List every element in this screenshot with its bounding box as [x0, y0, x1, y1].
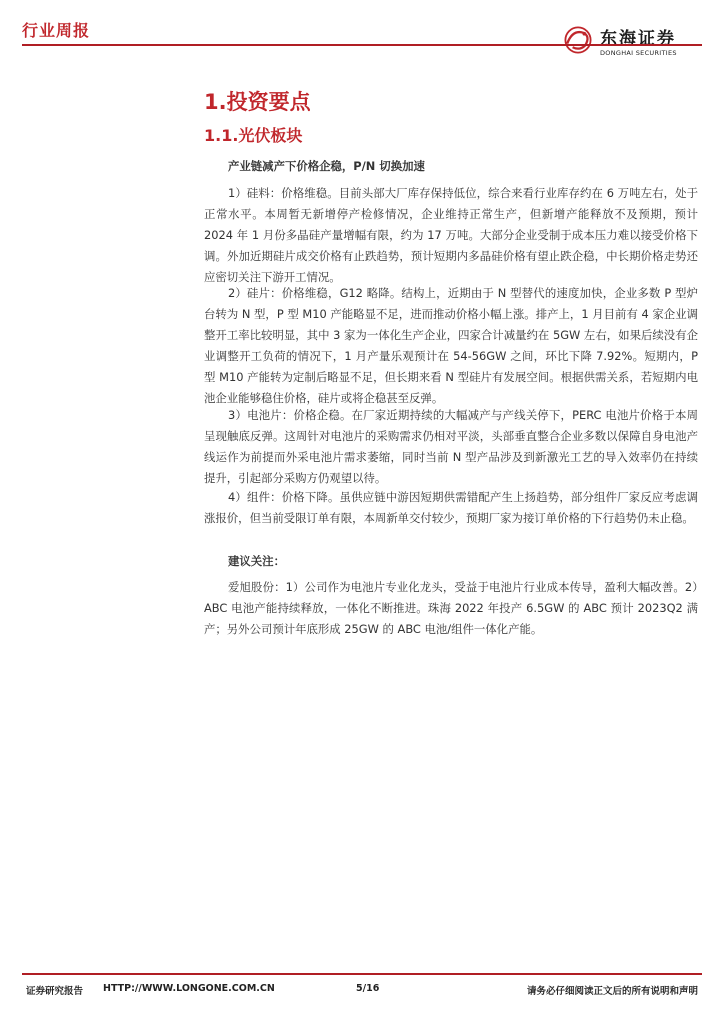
paragraph-wafer: 2）硅片：价格维稳，G12 略降。结构上，近期由于 N 型替代的速度加快，企业多数 P 型炉台转为 N 型，P 型 M10 产能略显不足，进而推动价格小幅上涨。排产上，1 月目前有 4 家企业调整开工率比较明显，其中 3 家为一体化生产企业，四家合计减量约在 5GW 左右，如果后续没有企业调整开工负荷的情况下，1 月产量乐观预计在 54-56GW 之间，环比下降 7.92%。短期内，P 型 M10 产能转为定制后略显不足，但长期来看 N 型硅片有发展空间。根据供需关系，若短期内电池企业能够稳住价格，硅片或将企稳甚至反弹。: [204, 286, 698, 405]
report-type-label: 行业周报: [22, 21, 91, 40]
paragraph-module: 4）组件：价格下降。虽供应链中游因短期供需错配产生上扬趋势，部分组件厂家反应考虑调涨报价，但当前受限订单有限，本周新单交付较少，预期厂家为接订单价格的下行趋势仍未止稳。: [204, 490, 698, 525]
paragraph-cell: 3）电池片：价格企稳。在厂家近期持续的大幅减产与产线关停下，PERC 电池片价格于本周呈现触底反弹。这周针对电池片的采购需求仍相对平淡，头部垂直整合企业多数以保障自身电池产线运作为前提而外采电池片需求萎缩，同时当前 N 型产品涉及到新激光工艺的导入效率仍在持续提升，引起部分采购方仍观望以待。: [204, 408, 698, 485]
footer-report-label: 证券研究报告: [26, 986, 84, 997]
dragon-logo-icon: [560, 22, 596, 58]
header-divider: [22, 44, 702, 46]
subsection-heading: 1.1.光伏板块: [204, 126, 303, 145]
paragraph-stock-pick: 爱旭股份：1）公司作为电池片专业化龙头，受益于电池片行业成本传导，盈利大幅改善。2）ABC 电池产能持续释放，一体化不断推进。珠海 2022 年投产 6.5GW 的 ABC 预计 2023Q2 满产；另外公司预计年底形成 25GW 的 ABC 电池/组件一体化产能。: [204, 580, 698, 636]
paragraph-silicon-material: 1）硅料：价格维稳。目前头部大厂库存保持低位，综合来看行业库存约在 6 万吨左右，处于正常水平。本周暂无新增停产检修情况，企业维持正常生产，但新增产能释放不及预期，预计 2024 年 1 月份多晶硅产量增幅有限，约为 17 万吨。大部分企业受制于成本压力难以接受价格下调。外加近期硅片成交价格有止跌趋势，预计短期内多晶硅价格有望止跌企稳，中长期价格走势还应密切关注下游开工情况。: [204, 186, 698, 284]
section-heading: 1.投资要点: [204, 90, 311, 114]
page-number: 5/16: [356, 983, 380, 994]
footer-disclaimer: 请务必仔细阅读正文后的所有说明和声明: [526, 986, 698, 997]
logo-chinese-name: 东海证券: [600, 28, 676, 49]
lead-summary: 产业链减产下价格企稳，P/N 切换加速: [228, 159, 425, 173]
company-logo: [560, 18, 700, 62]
recommendation-heading: 建议关注：: [228, 554, 285, 568]
footer-divider: [22, 973, 702, 975]
logo-english-name: DONGHAI SECURITIES: [600, 48, 677, 57]
footer-website-link[interactable]: HTTP://WWW.LONGONE.COM.CN: [103, 983, 275, 994]
